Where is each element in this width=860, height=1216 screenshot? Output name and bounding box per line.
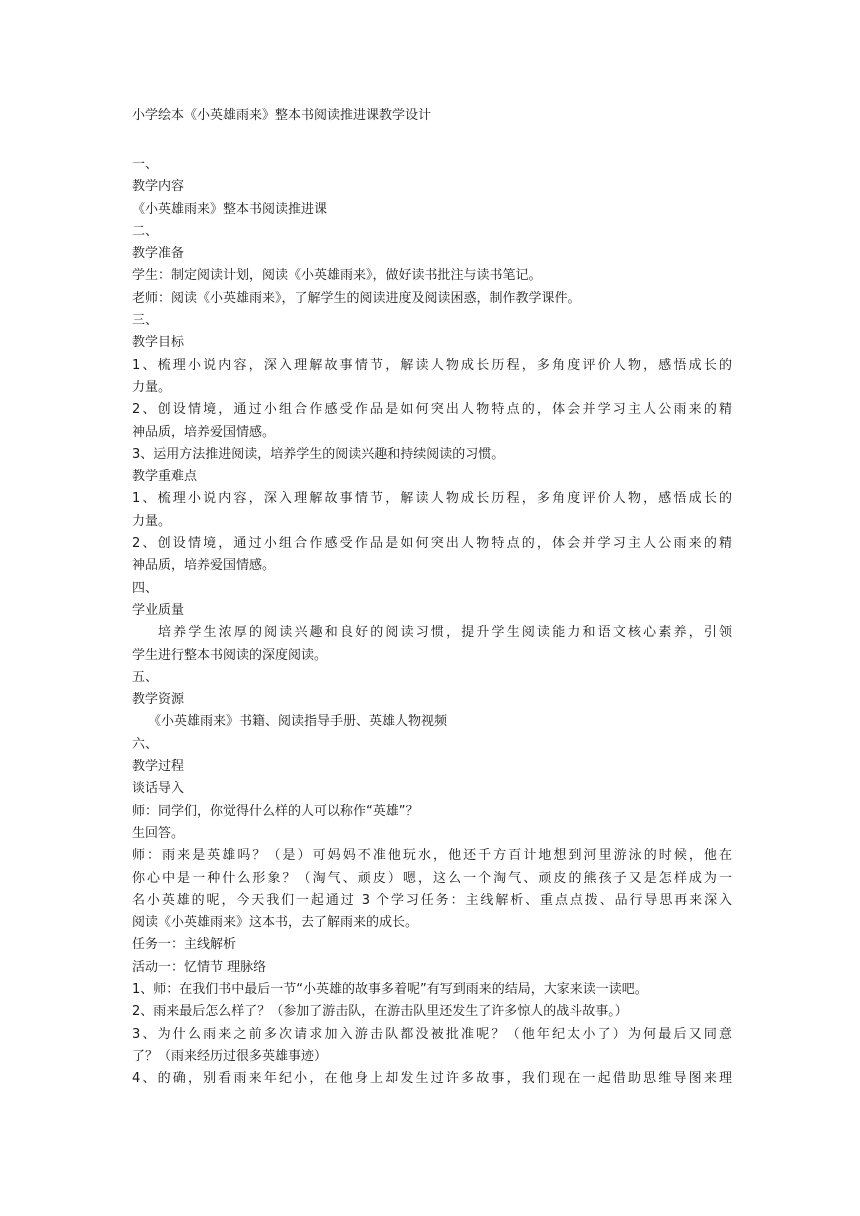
paragraph-line: 了？（雨来经历过很多英雄事迹） <box>132 1048 328 1064</box>
paragraph-line: 师：雨来是英雄吗？（是）可妈妈不准他玩水，他还千方百计地想到河里游泳的时候，他在 <box>132 848 732 864</box>
subheading-activity-1: 活动一：忆情节 理脉络 <box>132 959 267 975</box>
section-heading-resources: 教学资源 <box>132 692 185 708</box>
paragraph-line: 3、运用方法推进阅读，培养学生的阅读兴趣和持续阅读的习惯。 <box>132 446 505 462</box>
paragraph-line: 3、为什么雨来之前多次请求加入游击队都没被批准呢？（他年纪太小了）为何最后又同意 <box>132 1026 732 1042</box>
paragraph-line: 你心中是一种什么形象？（淘气、顽皮）嗯，这么一个淘气、顽皮的熊孩子又是怎样成为一 <box>132 870 732 886</box>
subheading-intro: 谈话导入 <box>132 781 185 797</box>
paragraph-line: 力量。 <box>132 379 172 395</box>
section-heading-process: 教学过程 <box>132 759 185 775</box>
section-heading-quality: 学业质量 <box>132 602 185 618</box>
paragraph-line: 2、创设情境，通过小组合作感受作品是如何突出人物特点的，体会并学习主人公雨来的精 <box>132 536 732 552</box>
section-number-5: 五、 <box>132 669 159 685</box>
section-number-1: 一、 <box>132 157 159 172</box>
paragraph-line: 学生：制定阅读计划，阅读《小英雄雨来》，做好读书批注与读书笔记。 <box>132 268 542 284</box>
paragraph-line: 2、雨来最后怎么样了？（参加了游击队，在游击队里还发生了许多惊人的战斗故事。） <box>132 1004 628 1020</box>
paragraph-line: 1、师：在我们书中最后一节“小英雄的故事多着呢”有写到雨来的结局，大家来读一读吧。 <box>132 981 648 997</box>
section-number-3: 三、 <box>132 313 159 329</box>
document-title: 小学绘本《小英雄雨来》整本书阅读推进课教学设计 <box>132 108 432 123</box>
paragraph-line: 1、梳理小说内容，深入理解故事情节，解读人物成长历程，多角度评价人物，感悟成长的 <box>132 491 732 507</box>
section-heading-preparation: 教学准备 <box>132 246 185 262</box>
paragraph-line: 阅读《小英雄雨来》这本书，去了解雨来的成长。 <box>132 915 419 931</box>
document-page <box>132 104 732 1090</box>
paragraph-line: 《小英雄雨来》整本书阅读推进课 <box>132 201 328 217</box>
paragraph-line: 老师：阅读《小英雄雨来》，了解学生的阅读进度及阅读困惑，制作教学课件。 <box>132 290 581 306</box>
paragraph-line: 《小英雄雨来》书籍、阅读指导手册、英雄人物视频 <box>148 714 448 730</box>
section-number-4: 四、 <box>132 580 159 596</box>
paragraph-line: 力量。 <box>132 513 172 529</box>
paragraph-line: 师：同学们，你觉得什么样的人可以称作“英雄”？ <box>132 803 419 819</box>
section-number-2: 二、 <box>132 223 159 239</box>
paragraph-line: 神品质，培养爱国情感。 <box>132 558 276 574</box>
paragraph-line: 学生进行整本书阅读的深度阅读。 <box>132 647 328 663</box>
paragraph-line: 1、梳理小说内容，深入理解故事情节，解读人物成长历程，多角度评价人物，感悟成长的 <box>132 357 732 373</box>
paragraph-line: 培养学生浓厚的阅读兴趣和良好的阅读习惯，提升学生阅读能力和语文核心素养，引领 <box>158 625 732 641</box>
paragraph-line: 生回答。 <box>132 825 185 841</box>
paragraph-line: 4、的确，别看雨来年纪小，在他身上却发生过许多故事，我们现在一起借助思维导图来理 <box>132 1071 732 1087</box>
paragraph-line: 2、创设情境，通过小组合作感受作品是如何突出人物特点的，体会并学习主人公雨来的精 <box>132 402 732 418</box>
section-number-6: 六、 <box>132 736 159 752</box>
section-heading-objectives: 教学目标 <box>132 335 185 351</box>
section-heading-content: 教学内容 <box>132 179 185 195</box>
section-heading-key-points: 教学重难点 <box>132 469 198 485</box>
subheading-task-1: 任务一：主线解析 <box>132 937 237 953</box>
paragraph-line: 名小英雄的呢，今天我们一起通过 3 个学习任务：主线解析、重点点拨、品行导思再来深入 <box>132 892 732 908</box>
paragraph-line: 神品质，培养爱国情感。 <box>132 424 276 440</box>
